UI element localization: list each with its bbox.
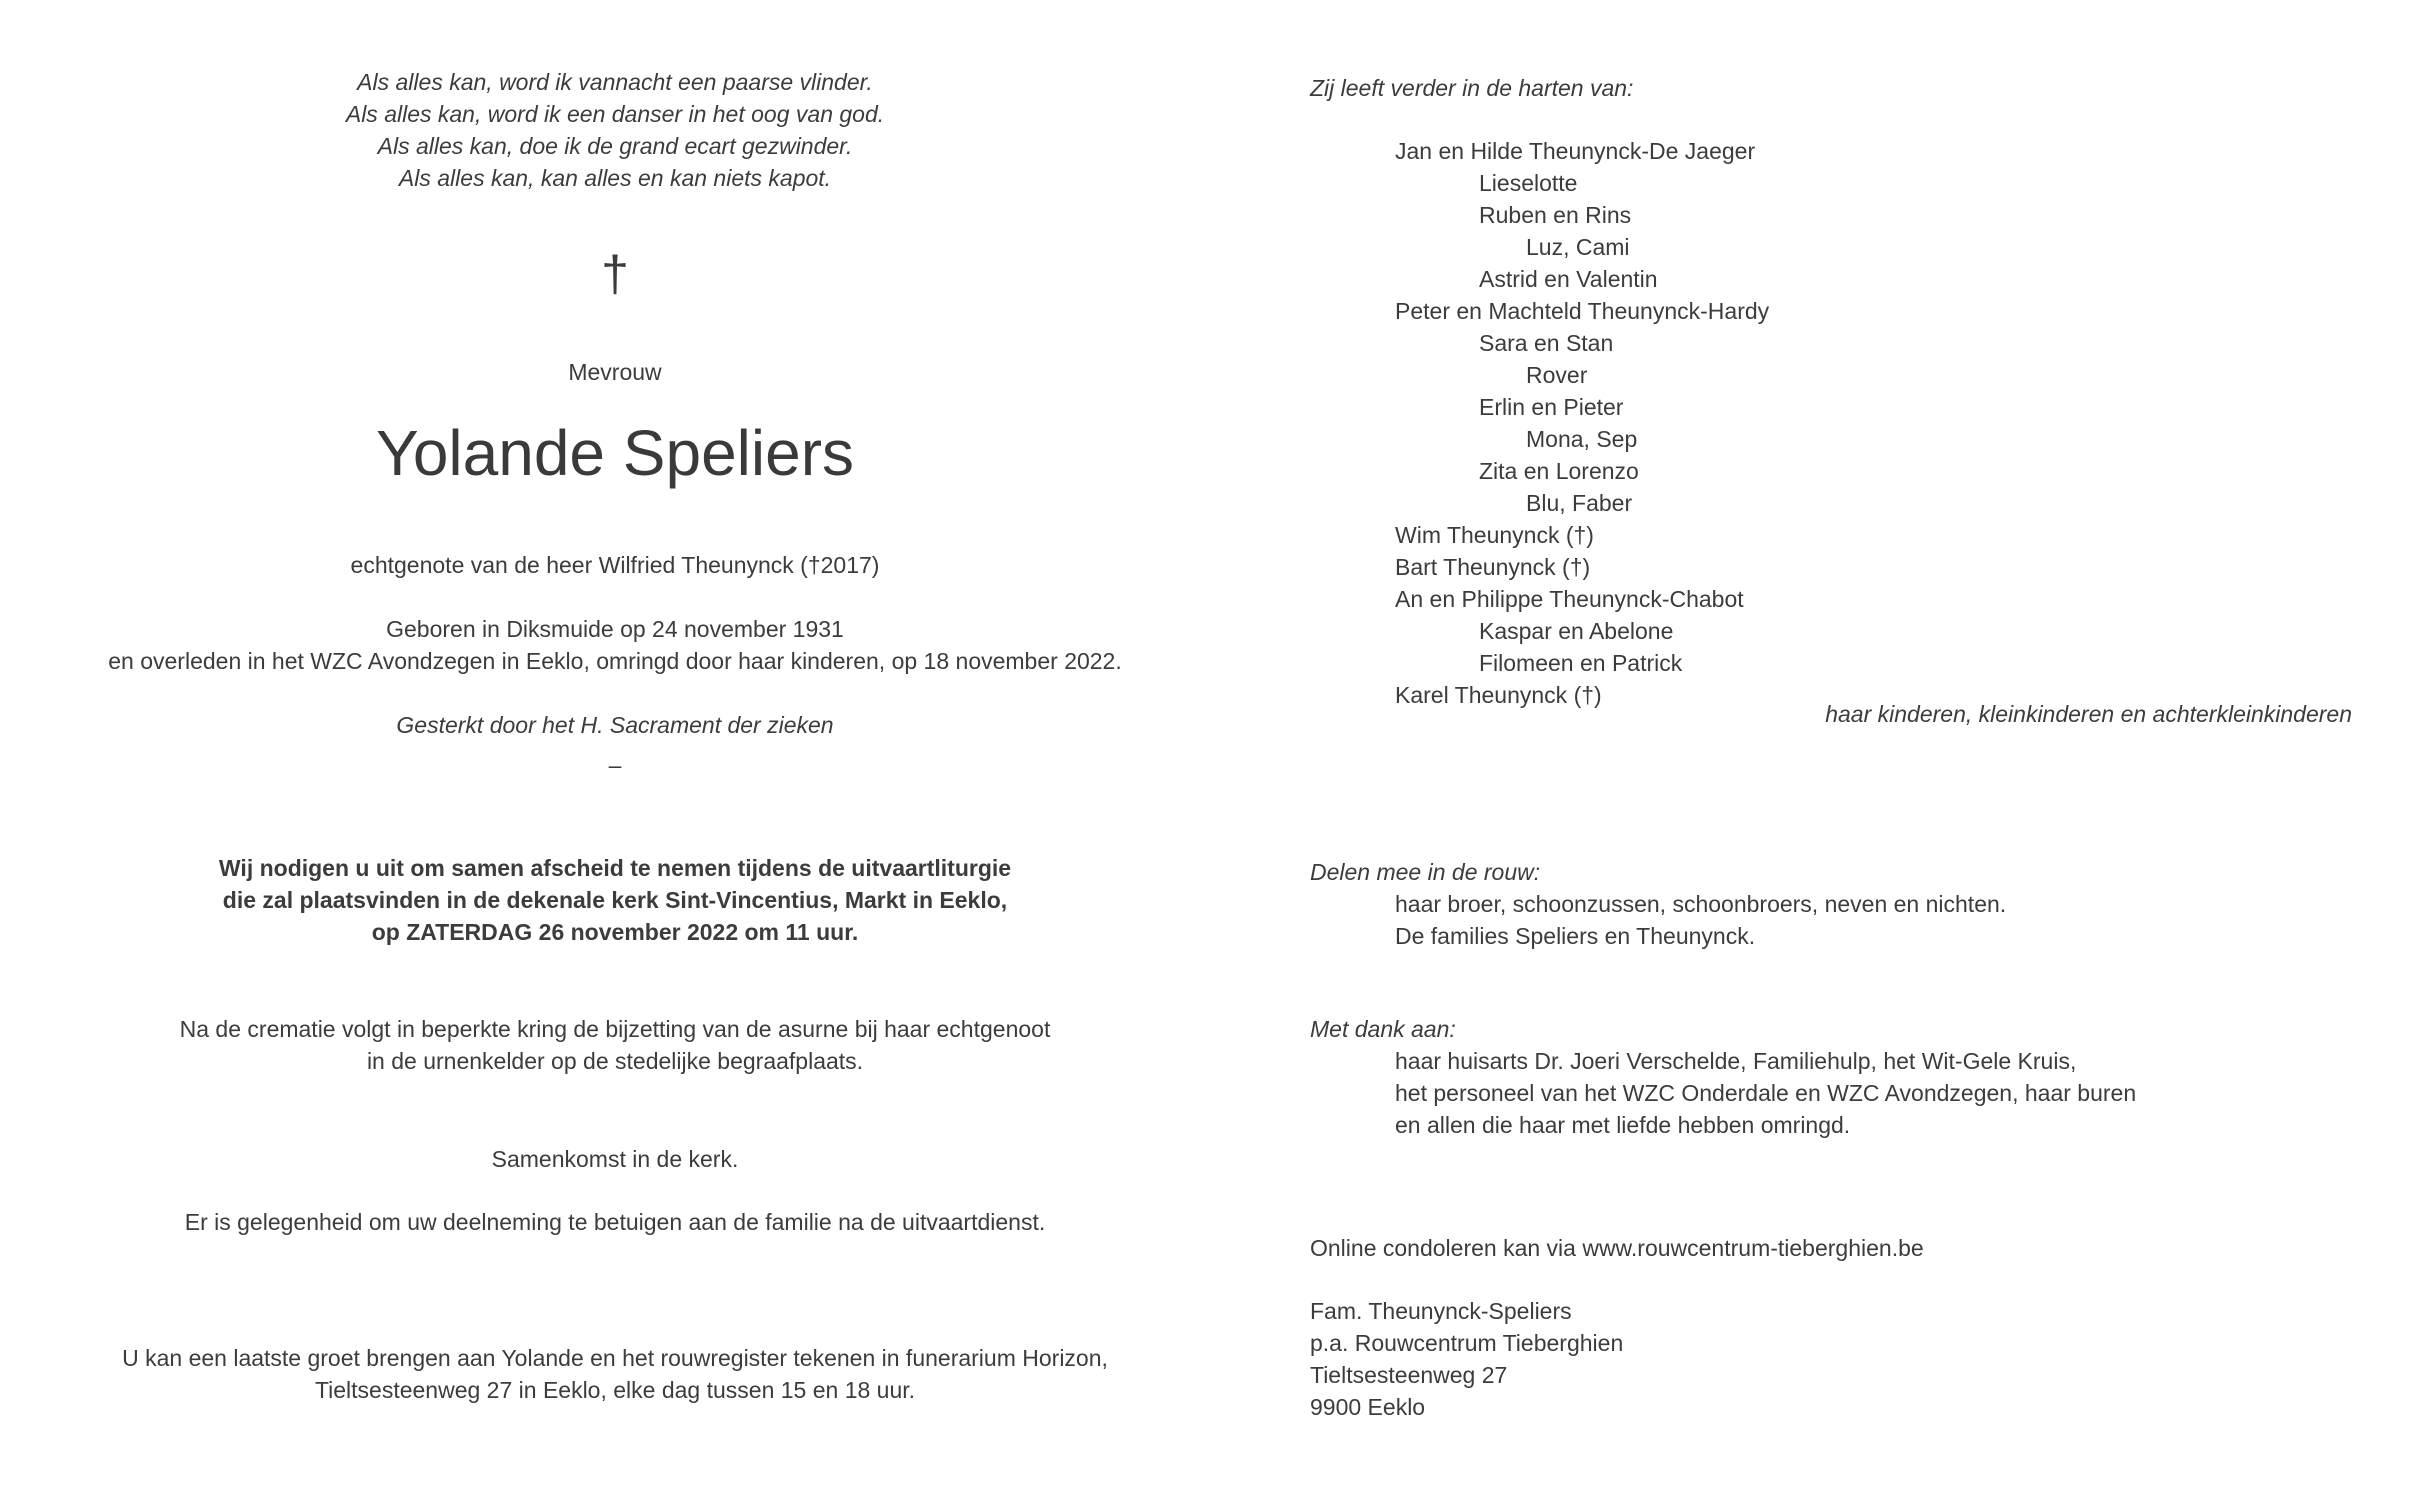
visitation-line: Tieltsesteenweg 27 in Eeklo, elke dag tussen 15 en 18 uur. <box>314 1377 916 1403</box>
family-member: An en Philippe Theunynck-Chabot <box>1395 586 1744 612</box>
family-member: Mona, Sep <box>1526 426 1638 452</box>
poem-line: Als alles kan, word ik een danser in het oog van god. <box>345 101 885 127</box>
mourning-line: De families Speliers en Theunynck. <box>1395 923 1756 949</box>
family-member: Karel Theunynck (†) <box>1395 682 1602 708</box>
poem-line: Als alles kan, doe ik de grand ecart gezwinder. <box>377 133 853 159</box>
birth-line: Geboren in Diksmuide op 24 november 1931 <box>386 616 844 642</box>
spouse-line: echtgenote van de heer Wilfried Theunynck (†2017) <box>350 552 880 578</box>
address-block <box>1310 1295 2360 1423</box>
address-line: 9900 Eeklo <box>1310 1394 1426 1420</box>
address-line: Tieltsesteenweg 27 <box>1310 1362 1508 1388</box>
cremation-line: in de urnenkelder op de stedelijke begraafplaats. <box>366 1048 864 1074</box>
deceased-name: Yolande Speliers <box>376 417 854 489</box>
cross-icon: † <box>601 246 629 302</box>
family-member: Astrid en Valentin <box>1479 266 1658 292</box>
condolence-opportunity-line: Er is gelegenheid om uw deelneming te betuigen aan de familie na de uitvaartdienst. <box>184 1209 1046 1235</box>
invitation-block <box>70 852 1160 948</box>
family-member: Kaspar en Abelone <box>1479 618 1674 644</box>
online-condolence-line: Online condoleren kan via www.rouwcentrum-tieberghien.be <box>1310 1235 1924 1261</box>
thanks-block <box>1310 1045 2360 1141</box>
family-member: Filomeen en Patrick <box>1479 650 1683 676</box>
cremation-block <box>70 1013 1160 1077</box>
family-signature: haar kinderen, kleinkinderen en achterkleinkinderen <box>1825 701 2352 727</box>
birth-death-block <box>70 613 1160 677</box>
family-member: Wim Theunynck (†) <box>1395 522 1594 548</box>
family-member: Bart Theunynck (†) <box>1395 554 1591 580</box>
visitation-block <box>70 1342 1160 1406</box>
thanks-line: haar huisarts Dr. Joeri Verschelde, Familiehulp, het Wit-Gele Kruis, <box>1395 1048 2077 1074</box>
family-intro: Zij leeft verder in de harten van: <box>1310 75 1634 101</box>
address-line: Fam. Theunynck-Speliers <box>1310 1298 1572 1324</box>
address-line: p.a. Rouwcentrum Tieberghien <box>1310 1330 1624 1356</box>
cremation-line: Na de crematie volgt in beperkte kring de bijzetting van de asurne bij haar echtgenoot <box>179 1016 1051 1042</box>
poem-line: Als alles kan, kan alles en kan niets kapot. <box>398 165 832 191</box>
visitation-line: U kan een laatste groet brengen aan Yolande en het rouwregister tekenen in funerarium Horizon, <box>122 1345 1108 1371</box>
family-member: Rover <box>1526 362 1588 388</box>
honorific-title: Mevrouw <box>568 359 662 385</box>
family-member: Zita en Lorenzo <box>1479 458 1639 484</box>
mourning-line: haar broer, schoonzussen, schoonbroers, neven en nichten. <box>1395 891 2007 917</box>
thanks-line: het personeel van het WZC Onderdale en WZC Avondzegen, haar buren <box>1395 1080 2137 1106</box>
family-member: Luz, Cami <box>1526 234 1630 260</box>
thanks-line: en allen die haar met liefde hebben omringd. <box>1395 1112 1851 1138</box>
poem <box>70 66 1160 194</box>
family-member: Blu, Faber <box>1526 490 1633 516</box>
divider-dash: – <box>608 752 622 778</box>
poem-line: Als alles kan, word ik vannacht een paarse vlinder. <box>357 69 873 95</box>
family-member: Ruben en Rins <box>1479 202 1632 228</box>
invitation-line: op ZATERDAG 26 november 2022 om 11 uur. <box>371 919 859 945</box>
family-member: Lieselotte <box>1479 170 1578 196</box>
gathering-line: Samenkomst in de kerk. <box>491 1146 739 1172</box>
mourning-block <box>1310 888 2360 952</box>
thanks-heading: Met dank aan: <box>1310 1016 1456 1042</box>
sacrament-line: Gesterkt door het H. Sacrament der zieken <box>396 712 834 738</box>
invitation-line: Wij nodigen u uit om samen afscheid te nemen tijdens de uitvaartliturgie <box>218 855 1012 881</box>
family-member: Erlin en Pieter <box>1479 394 1624 420</box>
mourning-heading: Delen mee in de rouw: <box>1310 859 1541 885</box>
family-member: Jan en Hilde Theunynck-De Jaeger <box>1395 138 1756 164</box>
family-member: Peter en Machteld Theunynck-Hardy <box>1395 298 1770 324</box>
death-line: en overleden in het WZC Avondzegen in Eeklo, omringd door haar kinderen, op 18 november 2022. <box>108 648 1122 674</box>
family-list <box>1310 135 2360 711</box>
family-member: Sara en Stan <box>1479 330 1614 356</box>
invitation-line: die zal plaatsvinden in de dekenale kerk Sint-Vincentius, Markt in Eeklo, <box>222 887 1008 913</box>
